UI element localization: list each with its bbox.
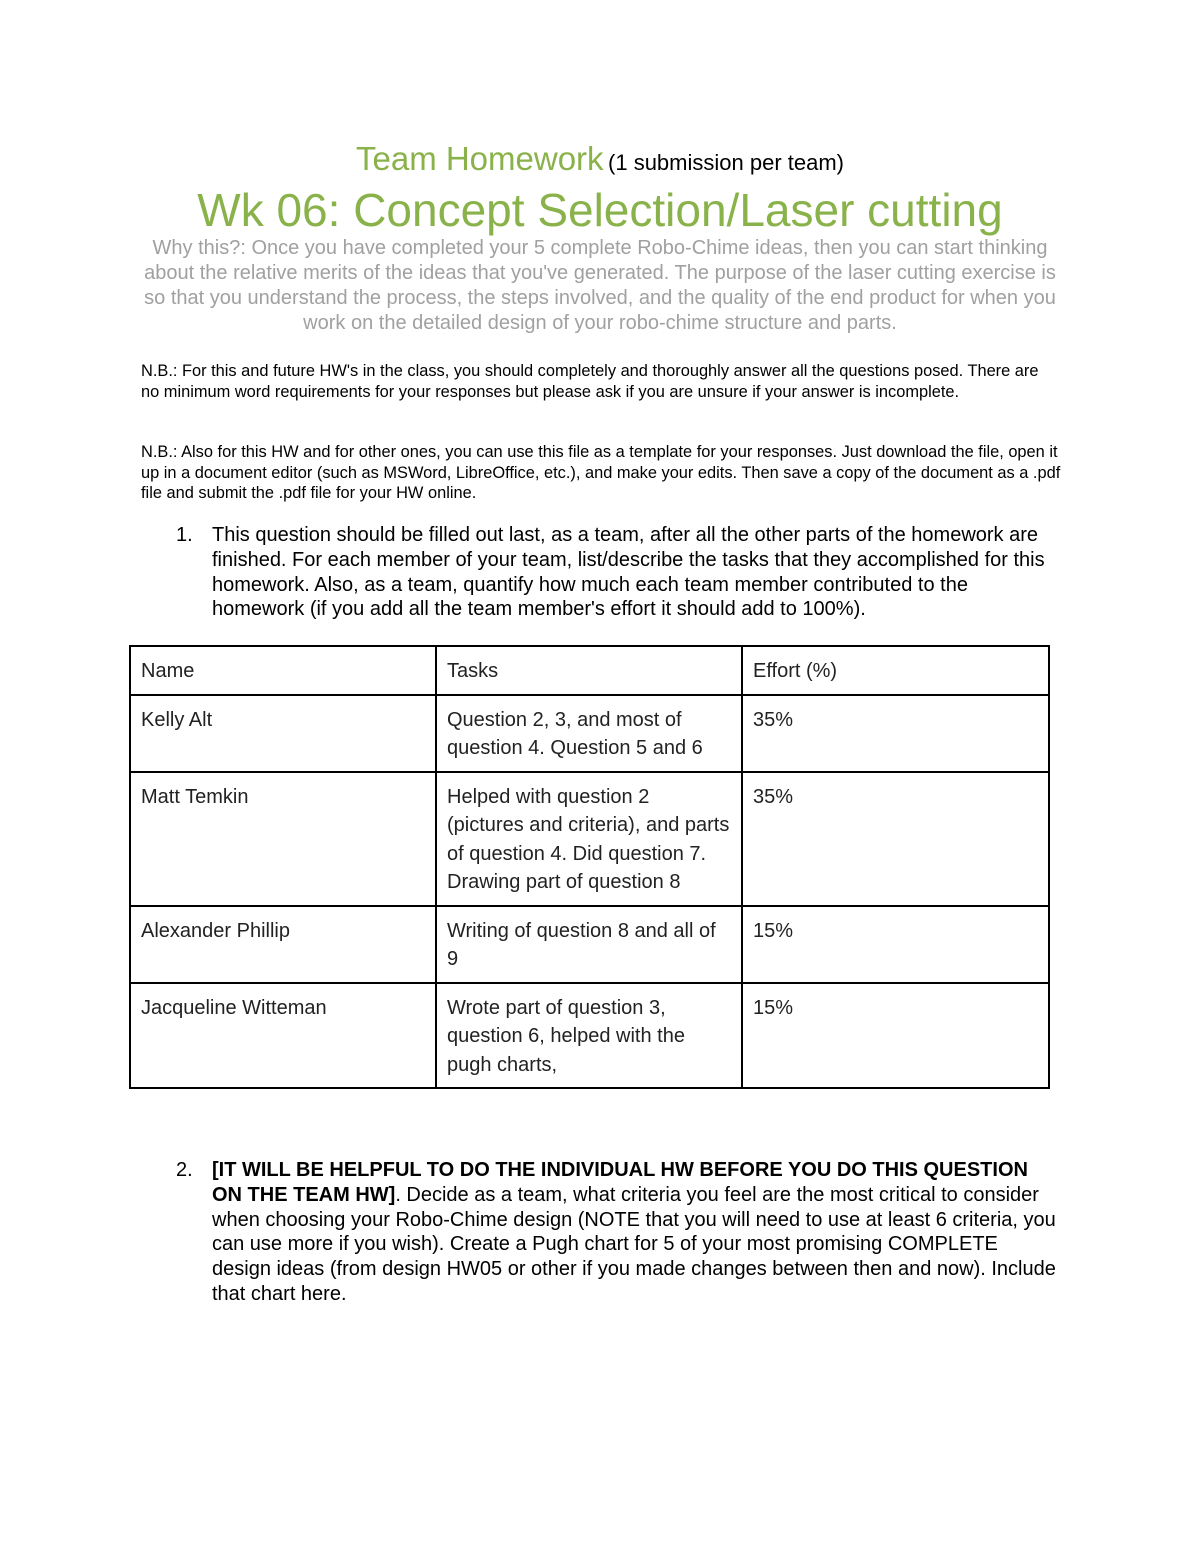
- table-cell: Wrote part of question 3, question 6, helped with the pugh charts,: [436, 983, 742, 1089]
- table-cell: Jacqueline Witteman: [130, 983, 436, 1089]
- question-number: 1.: [176, 524, 193, 546]
- note-paragraph: N.B.: Also for this HW and for other ones, you can use this file as a template for your responses. Just download the file, open it up in a document editor (such as MSWord, LibreOffice, etc.), and make your edits. Then save a copy of the document as a .pdf file and submit the .pdf file for your HW online.: [141, 443, 1061, 502]
- table-cell: Helped with question 2 (pictures and criteria), and parts of question 4. Did question 7. Drawing part of question 8: [436, 772, 742, 906]
- table-cell: Kelly Alt: [130, 695, 436, 772]
- question-1: [176, 523, 1056, 622]
- table-header-cell: Effort (%): [742, 646, 1049, 695]
- table-header-row: [130, 646, 1049, 695]
- week-title: Wk 06: Concept Selection/Laser cutting: [197, 184, 1003, 236]
- why-this-paragraph: Why this?: Once you have completed your 5 complete Robo-Chime ideas, then you can start thinking about the relative merits of the ideas that you've generated. The purpose of the laser cutting exercise is so that you understand the process, the steps involved, and the quality of the end product for when you work on the detailed design of your robo-chime structure and parts.: [144, 237, 1056, 334]
- table-row: [130, 772, 1049, 906]
- team-effort-table: [129, 645, 1050, 1089]
- table-cell: Writing of question 8 and all of 9: [436, 906, 742, 983]
- question-text: This question should be filled out last, as a team, after all the other parts of the homework are finished. For each member of your team, list/describe the tasks that they accomplished for this homework. Also, as a team, quantify how much each team member contributed to the homework (if you add all the team member's effort it should add to 100%).: [212, 524, 1045, 621]
- question-emphasis: [IT WILL BE HELPFUL TO DO THE INDIVIDUAL HW BEFORE YOU DO THIS QUESTION ON THE TEAM HW]: [212, 1159, 1028, 1206]
- question-text: [212, 1158, 1056, 1307]
- table-row: [130, 983, 1049, 1089]
- table-cell: Matt Temkin: [130, 772, 436, 906]
- header-note: (1 submission per team): [608, 150, 844, 175]
- note-paragraph: N.B.: For this and future HW's in the class, you should completely and thoroughly answer all the questions posed. There are no minimum word requirements for your responses but please ask if you are unsure if your answer is incomplete.: [141, 362, 1039, 401]
- document-header: [0, 140, 1200, 178]
- header-title: Team Homework: [355, 140, 604, 177]
- question-number: 2.: [176, 1159, 193, 1181]
- table-cell: Question 2, 3, and most of question 4. Question 5 and 6: [436, 695, 742, 772]
- table-header-cell: Name: [130, 646, 436, 695]
- table-row: [130, 695, 1049, 772]
- table-header-cell: Tasks: [436, 646, 742, 695]
- table-row: [130, 906, 1049, 983]
- table-cell: 15%: [742, 983, 1049, 1089]
- table-cell: 35%: [742, 695, 1049, 772]
- table-cell: 15%: [742, 906, 1049, 983]
- table-cell: 35%: [742, 772, 1049, 906]
- question-body: . Decide as a team, what criteria you feel are the most critical to consider when choosing your Robo-Chime design (NOTE that you will need to use at least 6 criteria, you can use more if you wish). Create a Pugh chart for 5 of your most promising COMPLETE design ideas (from design HW05 or other if you made changes between then and now). Include that chart here.: [212, 1183, 1056, 1305]
- question-2: [176, 1158, 1056, 1307]
- table-cell: Alexander Phillip: [130, 906, 436, 983]
